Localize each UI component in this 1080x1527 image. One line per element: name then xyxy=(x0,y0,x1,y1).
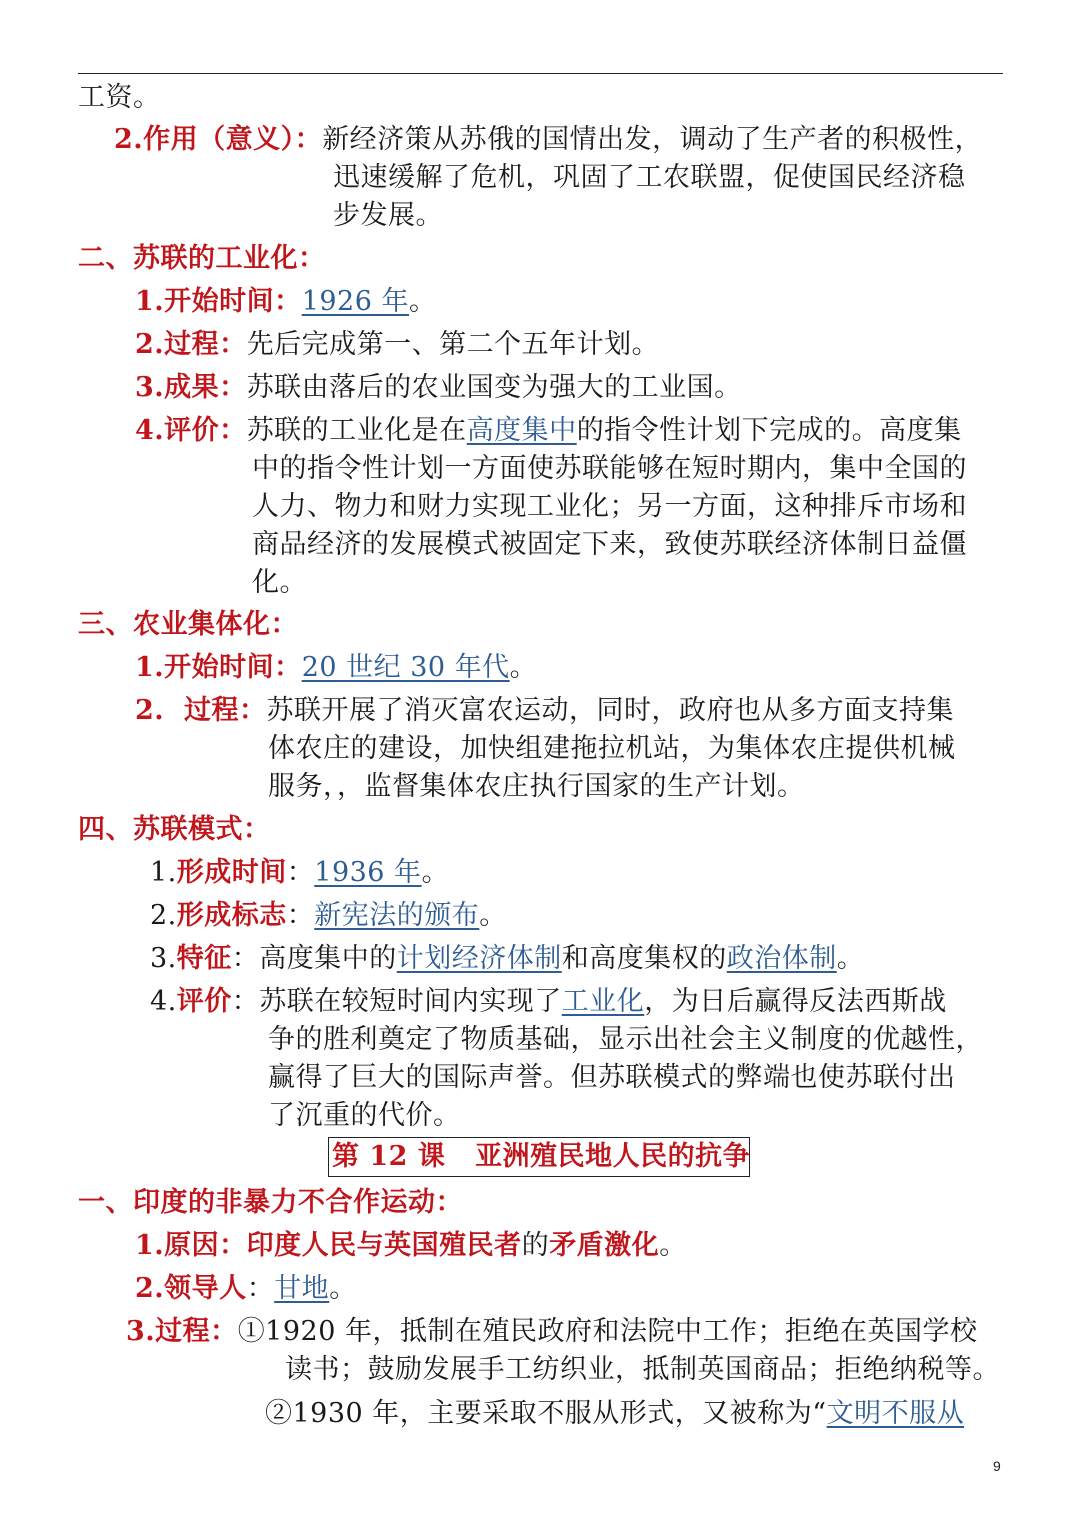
list-item: 2.形成标志：新宪法的颁布。 xyxy=(150,900,507,931)
keyword-link: 高度集中 xyxy=(466,415,577,446)
list-item: 2.过程：先后完成第一、第二个五年计划。 xyxy=(135,329,660,360)
keyword-link: 政治体制 xyxy=(726,943,837,974)
text-line: 商品经济的发展模式被固定下来，致使苏联经济体制日益僵 xyxy=(252,529,967,560)
keyword-link: 1926 年 xyxy=(301,286,409,317)
list-item: 2.领导人：甘地。 xyxy=(135,1273,357,1304)
keyword-link: 甘地 xyxy=(274,1273,330,1304)
header-rule xyxy=(78,73,1003,74)
section-heading: 一、印度的非暴力不合作运动： xyxy=(78,1187,463,1218)
text-line: 了沉重的代价。 xyxy=(268,1100,461,1131)
text-line: 中的指令性计划一方面使苏联能够在短时期内，集中全国的 xyxy=(252,453,967,484)
text-line: 工资。 xyxy=(78,82,161,113)
list-item xyxy=(114,122,982,158)
text-line: 读书；鼓励发展手工纺织业，抵制英国商品；拒绝纳税等。 xyxy=(285,1354,1000,1385)
list-item: 1.原因：印度人民与英国殖民者的矛盾激化。 xyxy=(135,1230,687,1261)
section-heading: 三、农业集体化： xyxy=(78,609,298,640)
section-heading: 四、苏联模式： xyxy=(78,814,271,845)
item-label: 2.作用（意义）： xyxy=(114,124,323,155)
text-line: 体农庄的建设，加快组建拖拉机站，为集体农庄提供机械 xyxy=(268,733,956,764)
list-item: 1.开始时间：20 世纪 30 年代。 xyxy=(135,652,538,683)
list-item: 2. 过程：苏联开展了消灭富农运动，同时，政府也从多方面支持集 xyxy=(135,695,954,726)
keyword-link: 1936 年 xyxy=(314,857,422,888)
section-heading: 二、苏联的工业化： xyxy=(78,243,326,274)
text-line: 迅速缓解了危机，巩固了工农联盟，促使国民经济稳 xyxy=(333,162,966,193)
page-number: 9 xyxy=(993,1458,1001,1474)
keyword-link: 文明不服从 xyxy=(826,1398,965,1429)
lesson-title: 第 12 课 亚洲殖民地人民的抗争 xyxy=(332,1141,751,1172)
item-text: 新经济策从苏俄的国情出发，调动了生产者的积极性， xyxy=(322,124,983,155)
list-item: 3.特征：高度集中的计划经济体制和高度集权的政治体制。 xyxy=(150,943,865,974)
text-line: 人力、物力和财力实现工业化；另一方面，这种排斥市场和 xyxy=(252,491,967,522)
list-item: 1.开始时间：1926 年。 xyxy=(135,286,437,317)
text-line: 争的胜利奠定了物质基础，显示出社会主义制度的优越性， xyxy=(268,1024,983,1055)
text-line: 步发展。 xyxy=(333,200,443,231)
text-line: 服务，，监督集体农庄执行国家的生产计划。 xyxy=(268,771,805,802)
list-item: 4.评价：苏联的工业化是在高度集中的指令性计划下完成的。高度集 xyxy=(135,415,962,446)
list-item: 1.形成时间：1936 年。 xyxy=(150,857,450,888)
keyword-link: 新宪法的颁布 xyxy=(314,900,480,931)
keyword-link: 计划经济体制 xyxy=(396,943,562,974)
list-item: 3.成果：苏联由落后的农业国变为强大的工业国。 xyxy=(135,372,742,403)
text-line: 化。 xyxy=(252,567,307,598)
list-item: 3.过程：①1920 年，抵制在殖民政府和法院中工作；拒绝在英国学校 xyxy=(126,1316,978,1347)
text-line: 赢得了巨大的国际声誉。但苏联模式的弊端也使苏联付出 xyxy=(268,1062,956,1093)
keyword-link: 20 世纪 30 年代 xyxy=(301,652,510,683)
text-line: ②1930 年，主要采取不服从形式，又被称为“文明不服从 xyxy=(265,1398,965,1429)
keyword-link: 工业化 xyxy=(561,986,645,1017)
list-item: 4.评价：苏联在较短时间内实现了工业化，为日后赢得反法西斯战 xyxy=(150,986,947,1017)
